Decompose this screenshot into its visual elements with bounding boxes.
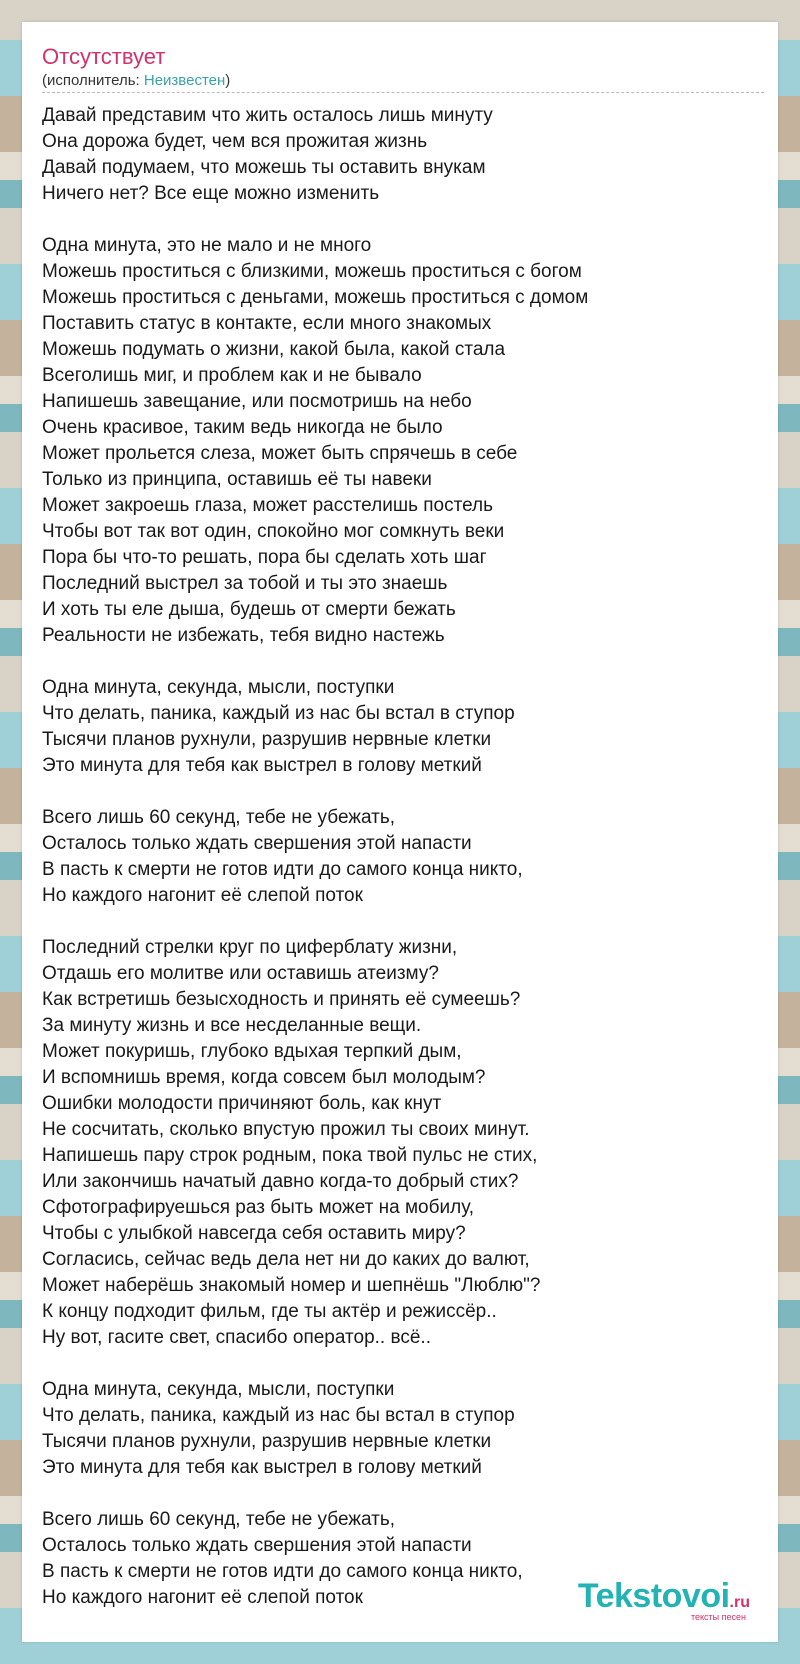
lyric-line: Не сосчитать, сколько впустую прожил ты своих минут. xyxy=(42,1119,530,1140)
lyric-line: Сфотографируешься раз быть может на мобилу, xyxy=(42,1197,475,1218)
lyric-line: И хоть ты еле дыша, будешь от смерти бежать xyxy=(42,599,456,620)
lyric-line: Это минута для тебя как выстрел в голову меткий xyxy=(42,1457,482,1478)
lyric-line: Всеголишь миг, и проблем как и не бывало xyxy=(42,365,422,386)
lyrics-stanza xyxy=(42,1377,758,1481)
lyric-line: Напишешь завещание, или посмотришь на небо xyxy=(42,391,472,412)
lyric-line: Это минута для тебя как выстрел в голову меткий xyxy=(42,755,482,776)
lyric-line: Очень красивое, таким ведь никогда не было xyxy=(42,417,443,438)
artist-prefix: (исполнитель: xyxy=(42,72,144,89)
logo-tagline: тексты песен xyxy=(690,1612,746,1622)
lyric-line: Всего лишь 60 секунд, тебе не убежать, xyxy=(42,1509,396,1530)
lyric-line: Ну вот, гасите свет, спасибо оператор.. всё.. xyxy=(42,1327,431,1348)
lyrics-stanza xyxy=(42,103,758,207)
lyrics-stanza xyxy=(42,935,758,1351)
lyric-line: Только из принципа, оставишь её ты навеки xyxy=(42,469,432,490)
lyric-line: Одна минута, секунда, мысли, поступки xyxy=(42,677,395,698)
lyric-line: Последний стрелки круг по циферблату жизни, xyxy=(42,937,458,958)
lyric-line: Может прольется слеза, может быть спрячешь в себе xyxy=(42,443,518,464)
lyric-line: Чтобы с улыбкой навсегда себя оставить миру? xyxy=(42,1223,466,1244)
lyric-line: Тысячи планов рухнули, разрушив нервные клетки xyxy=(42,729,492,750)
lyrics-stanza xyxy=(42,805,758,909)
lyric-line: Давай подумаем, что можешь ты оставить внукам xyxy=(42,157,486,178)
lyrics-card xyxy=(22,22,778,1642)
lyric-line: Можешь проститься с деньгами, можешь проститься с домом xyxy=(42,287,589,308)
lyric-line: Напишешь пару строк родным, пока твой пульс не стих, xyxy=(42,1145,538,1166)
lyrics-stanza xyxy=(42,233,758,649)
lyric-line: Реальности не избежать, тебя видно настежь xyxy=(42,625,445,646)
lyric-line: Одна минута, это не мало и не много xyxy=(42,235,372,256)
lyric-line: Можешь проститься с близкими, можешь проститься с богом xyxy=(42,261,582,282)
lyric-line: Может покуришь, глубоко вдыхая терпкий дым, xyxy=(42,1041,462,1062)
lyric-line: Давай представим что жить осталось лишь минуту xyxy=(42,105,493,126)
lyric-line: Поставить статус в контакте, если много знакомых xyxy=(42,313,492,334)
lyric-line: Отдашь его молитве или оставишь атеизму? xyxy=(42,963,439,984)
lyric-line: В пасть к смерти не готов идти до самого конца никто, xyxy=(42,859,523,880)
lyric-line: Пора бы что-то решать, пора бы сделать хоть шаг xyxy=(42,547,487,568)
lyric-line: Осталось только ждать свершения этой напасти xyxy=(42,1535,472,1556)
lyric-line: Может наберёшь знакомый номер и шепнёшь "Люблю"? xyxy=(42,1275,541,1296)
lyric-line: Чтобы вот так вот один, спокойно мог сомкнуть веки xyxy=(42,521,505,542)
site-logo[interactable] xyxy=(577,1577,750,1622)
lyric-line: Всего лишь 60 секунд, тебе не убежать, xyxy=(42,807,396,828)
logo-text: Tekstovoi xyxy=(577,1577,730,1615)
lyric-line: Ничего нет? Все еще можно изменить xyxy=(42,183,380,204)
lyric-line: Что делать, паника, каждый из нас бы встал в ступор xyxy=(42,1405,515,1426)
lyric-line: Или закончишь начатый давно когда-то добрый стих? xyxy=(42,1171,519,1192)
lyrics-stanza xyxy=(42,675,758,779)
lyric-line: Но каждого нагонит её слепой поток xyxy=(42,1587,363,1608)
lyric-line: К концу подходит фильм, где ты актёр и режиссёр.. xyxy=(42,1301,497,1322)
lyric-line: Что делать, паника, каждый из нас бы встал в ступор xyxy=(42,703,515,724)
lyric-line: В пасть к смерти не готов идти до самого конца никто, xyxy=(42,1561,523,1582)
lyric-line: И вспомнишь время, когда совсем был молодым? xyxy=(42,1067,486,1088)
lyric-line: Ошибки молодости причиняют боль, как кнут xyxy=(42,1093,442,1114)
dashed-divider xyxy=(42,92,764,93)
lyrics-body xyxy=(42,103,758,1637)
lyric-line: Можешь подумать о жизни, какой была, какой стала xyxy=(42,339,506,360)
artist-line xyxy=(42,72,230,89)
lyric-line: Согласись, сейчас ведь дела нет ни до каких до валют, xyxy=(42,1249,530,1270)
lyric-line: Тысячи планов рухнули, разрушив нервные клетки xyxy=(42,1431,492,1452)
lyric-line: Но каждого нагонит её слепой поток xyxy=(42,885,363,906)
lyric-line: За минуту жизнь и все несделанные вещи. xyxy=(42,1015,422,1036)
lyric-line: Как встретишь безысходность и принять её сумеешь? xyxy=(42,989,521,1010)
logo-tld: .ru xyxy=(729,1594,750,1611)
artist-suffix: ) xyxy=(225,72,231,89)
artist-link[interactable]: Неизвестен xyxy=(143,72,226,89)
lyric-line: Осталось только ждать свершения этой напасти xyxy=(42,833,472,854)
lyric-line: Может закроешь глаза, может расстелишь постель xyxy=(42,495,494,516)
lyric-line: Одна минута, секунда, мысли, поступки xyxy=(42,1379,395,1400)
song-title: Отсутствует xyxy=(42,44,166,69)
lyric-line: Последний выстрел за тобой и ты это знаешь xyxy=(42,573,448,594)
lyric-line: Она дорожа будет, чем вся прожитая жизнь xyxy=(42,131,428,152)
